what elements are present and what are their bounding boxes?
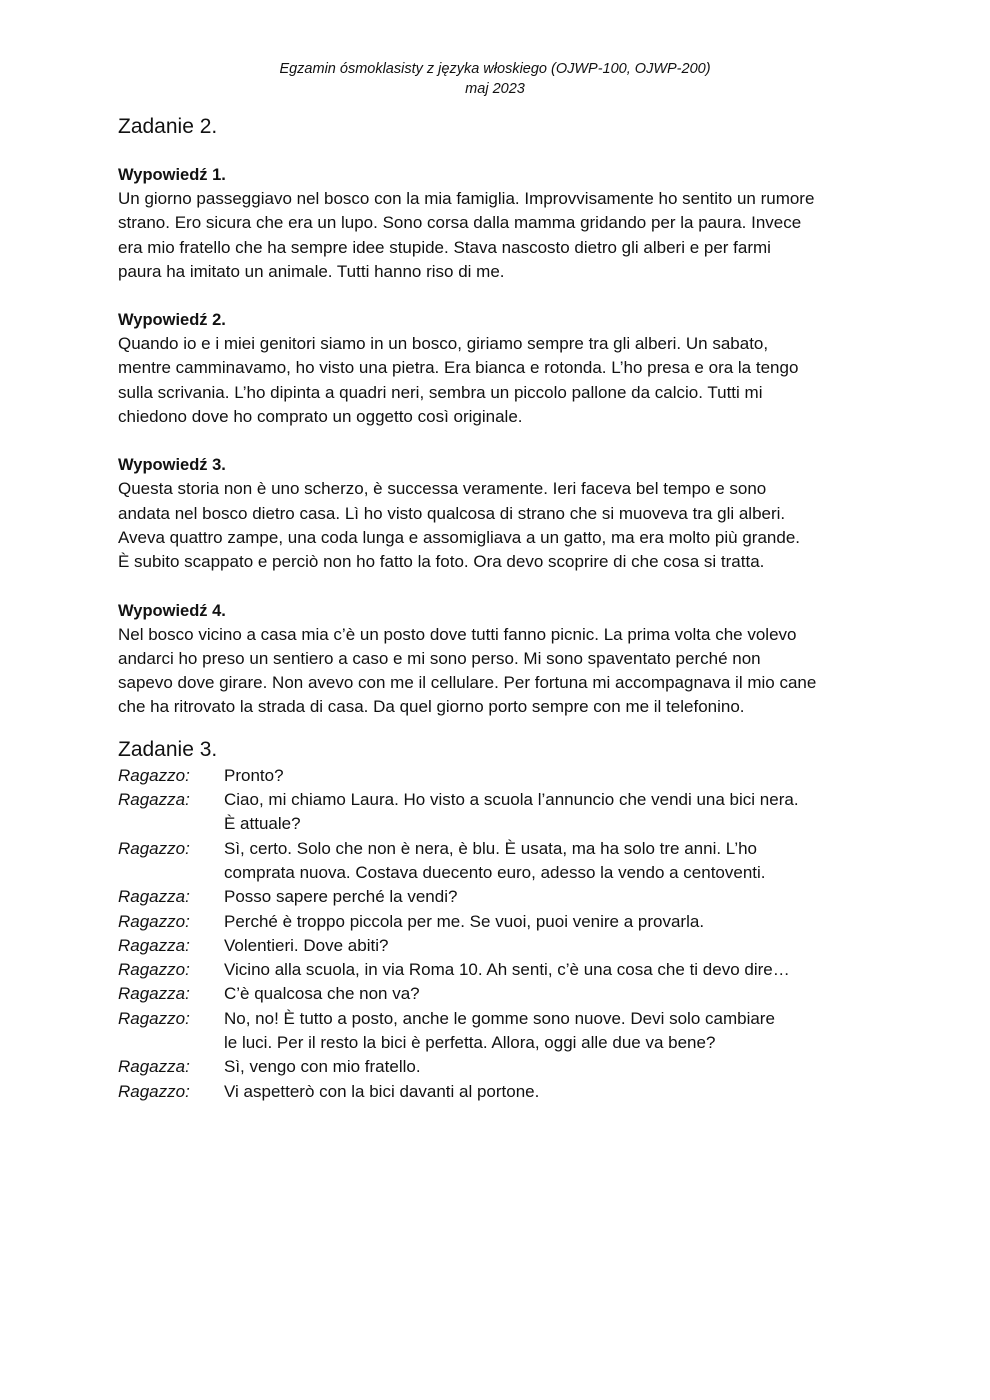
utterance-4-title: Wypowiedź 4.	[118, 601, 226, 620]
dialogue	[118, 764, 872, 1104]
dialogue-speaker: Ragazza:	[118, 887, 190, 907]
dialogue-speaker: Ragazzo:	[118, 838, 190, 858]
dialogue-speech: Perché è troppo piccola per me. Se vuoi, puoi venire a provarla.	[224, 911, 705, 931]
utterance-1	[118, 163, 872, 284]
dialogue-line	[118, 934, 872, 958]
dialogue-line	[118, 958, 872, 982]
utterance-2	[118, 308, 872, 429]
utterance-4-text: Nel bosco vicino a casa mia c’è un posto dove tutti fanno picnic. La prima volta che volevo andarci ho preso un sentiero a caso e mi sono perso. Mi sono spaventato perché non sapevo dove girare. Non avevo con me il cellulare. Per fortuna mi accompagnava il mio cane che ha ritrovato la strada di casa. Da quel giorno porto sempre con me il telefonino.	[118, 624, 817, 717]
header-date: maj 2023	[465, 81, 525, 97]
dialogue-line	[118, 885, 872, 909]
dialogue-line	[118, 764, 872, 788]
utterance-3	[118, 453, 872, 574]
dialogue-line	[118, 788, 872, 837]
task-2-title: Zadanie 2.	[118, 115, 218, 138]
dialogue-speech: No, no! È tutto a posto, anche le gomme sono nuove. Devi solo cambiare le luci. Per il resto la bici è perfetta. Allora, oggi alle due va bene?	[224, 1008, 775, 1053]
task-3-title: Zadanie 3.	[118, 737, 218, 761]
dialogue-speaker: Ragazza:	[118, 1057, 190, 1077]
utterance-1-text: Un giorno passeggiavo nel bosco con la mia famiglia. Improvvisamente ho sentito un rumore strano. Ero sicura che era un lupo. Sono corsa dalla mamma gridando per la paura. Invece era mio fratello che ha sempre idee stupide. Stava nascosto dietro gli alberi e per farmi paura ha imitato un animale. Tutti hanno riso di me.	[118, 189, 815, 281]
dialogue-speech: Vi aspetterò con la bici davanti al portone.	[224, 1081, 540, 1101]
dialogue-line	[118, 1080, 872, 1104]
dialogue-speech: C’è qualcosa che non va?	[224, 984, 420, 1004]
dialogue-line	[118, 982, 872, 1006]
dialogue-speech: Sì, certo. Solo che non è nera, è blu. È usata, ma ha solo tre anni. L’ho comprata nuova. Costava duecento euro, adesso la vendo a centoventi.	[224, 838, 766, 882]
dialogue-speaker: Ragazzo:	[118, 1081, 190, 1101]
dialogue-speech: Pronto?	[224, 765, 284, 785]
utterance-4	[118, 599, 872, 720]
dialogue-speaker: Ragazza:	[118, 935, 190, 955]
dialogue-speaker: Ragazza:	[118, 984, 190, 1004]
dialogue-line	[118, 1007, 872, 1056]
utterance-3-text: Questa storia non è uno scherzo, è successa veramente. Ieri faceva bel tempo e sono andata nel bosco dietro casa. Lì ho visto qualcosa di strano che si muoveva tra gli alberi. Aveva quattro zampe, una coda lunga e assomigliava a un gatto, ma era molto più grande. È subito scappato e perciò non ho fatto la foto. Ora devo scoprire di che cosa si tratta.	[118, 479, 801, 572]
dialogue-speaker: Ragazzo:	[118, 1008, 190, 1028]
dialogue-speaker: Ragazzo:	[118, 960, 190, 980]
page-header	[118, 0, 872, 99]
utterance-1-title: Wypowiedź 1.	[118, 166, 226, 184]
dialogue-speaker: Ragazzo:	[118, 765, 190, 785]
dialogue-speech: Vicino alla scuola, in via Roma 10. Ah senti, c’è una cosa che ti devo dire…	[224, 960, 790, 980]
dialogue-speech: Posso sapere perché la vendi?	[224, 887, 458, 907]
dialogue-line	[118, 1055, 872, 1079]
utterance-3-title: Wypowiedź 3.	[118, 456, 226, 475]
dialogue-speech: Sì, vengo con mio fratello.	[224, 1057, 421, 1077]
dialogue-speaker: Ragazzo:	[118, 911, 190, 931]
dialogue-speech: Volentieri. Dove abiti?	[224, 935, 389, 955]
utterance-2-title: Wypowiedź 2.	[118, 311, 226, 330]
dialogue-speech: Ciao, mi chiamo Laura. Ho visto a scuola l’annuncio che vendi una bici nera. È attuale?	[224, 790, 799, 834]
utterance-2-text: Quando io e i miei genitori siamo in un bosco, giriamo sempre tra gli alberi. Un sabato, mentre camminavamo, ho visto una pietra. Era bianca e rotonda. L’ho presa e ora la tengo sulla scrivania. L’ho dipinta a quadri neri, sembra un piccolo pallone da calcio. Tutti mi chiedono dove ho comprato un oggetto così originale.	[118, 334, 799, 427]
dialogue-line	[118, 837, 872, 886]
dialogue-speaker: Ragazza:	[118, 790, 190, 810]
dialogue-line	[118, 910, 872, 934]
header-exam-title: Egzamin ósmoklasisty z języka włoskiego (OJWP-100, OJWP-200)	[279, 61, 711, 77]
